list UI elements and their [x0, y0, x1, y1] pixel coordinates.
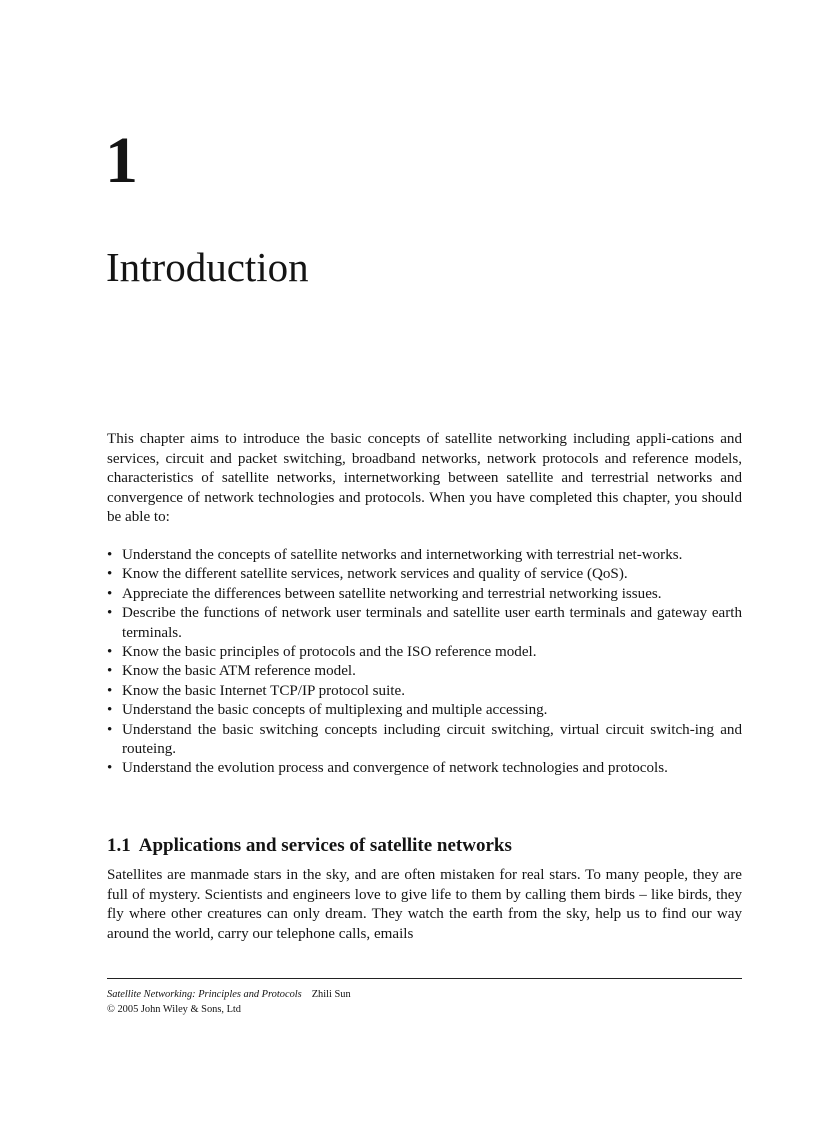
page-footer — [107, 987, 742, 1017]
list-item-text: Appreciate the differences between satellite networking and terrestrial networking issues. — [122, 585, 662, 602]
footer-copyright: © 2005 John Wiley & Sons, Ltd — [107, 1004, 241, 1015]
chapter-title: Introduction — [106, 244, 309, 290]
bullet-icon: • — [107, 605, 113, 622]
bullet-icon: • — [107, 566, 113, 583]
list-item-text: Know the basic Internet TCP/IP protocol suite. — [122, 682, 405, 699]
section-title: Applications and services of satellite networks — [138, 835, 512, 856]
bullet-icon: • — [107, 721, 113, 738]
footer-author: Zhili Sun — [311, 989, 351, 1000]
bullet-icon: • — [107, 585, 113, 602]
bullet-icon: • — [107, 760, 113, 777]
chapter-number: 1 — [105, 124, 138, 197]
list-item — [107, 565, 742, 584]
section-body-text: Satellites are manmade stars in the sky, and are often mistaken for real stars. To many people, they are full of mystery. Scientists and engineers love to give life to them by calling them birds – like birds, they fly where other creatures can only dream. They watch the earth from the sky, help us to find our way around the world, carry our telephone calls, emails — [107, 867, 742, 942]
footer-citation-line — [107, 987, 742, 1002]
list-item — [107, 662, 742, 681]
footer-divider — [107, 978, 742, 979]
list-item — [107, 701, 742, 720]
list-item-text: Describe the functions of network user terminals and satellite user earth terminals and gateway earth terminals. — [122, 605, 742, 641]
list-item — [107, 585, 742, 604]
list-item-text: Know the different satellite services, network services and quality of service (QoS). — [122, 566, 628, 583]
list-item-text: Understand the concepts of satellite networks and internetworking with terrestrial net-works. — [122, 547, 683, 563]
list-item — [107, 604, 742, 643]
bullet-icon: • — [107, 644, 113, 661]
section-number: 1.1 — [107, 835, 131, 856]
section-heading — [107, 834, 512, 858]
list-item — [107, 682, 742, 701]
list-item — [107, 721, 742, 760]
list-item-text: Understand the evolution process and convergence of network technologies and protocols. — [122, 760, 668, 777]
bullet-icon: • — [107, 547, 113, 563]
bullet-icon: • — [107, 702, 113, 719]
intro-paragraph: This chapter aims to introduce the basic concepts of satellite networking including appli-cations and services, circuit and packet switching, broadband networks, network protocols and reference models, characteristics of satellite networks, internetworking between satellite and terrestrial networks and convergence of network technologies and protocols. When you have completed this chapter, you should be able to: — [107, 431, 742, 525]
bullet-icon: • — [107, 663, 113, 680]
list-item-text: Understand the basic concepts of multiplexing and multiple accessing. — [122, 702, 548, 719]
learning-objectives-list — [107, 546, 742, 779]
list-item-text: Understand the basic switching concepts including circuit switching, virtual circuit switch-ing and routeing. — [122, 721, 742, 758]
list-item-text: Know the basic ATM reference model. — [122, 663, 356, 680]
footer-book-title: Satellite Networking: Principles and Protocols — [107, 989, 302, 1000]
list-item — [107, 759, 742, 778]
list-item — [107, 643, 742, 662]
list-item-text: Know the basic principles of protocols and the ISO reference model. — [122, 644, 537, 661]
bullet-icon: • — [107, 682, 113, 699]
list-item — [107, 546, 742, 565]
